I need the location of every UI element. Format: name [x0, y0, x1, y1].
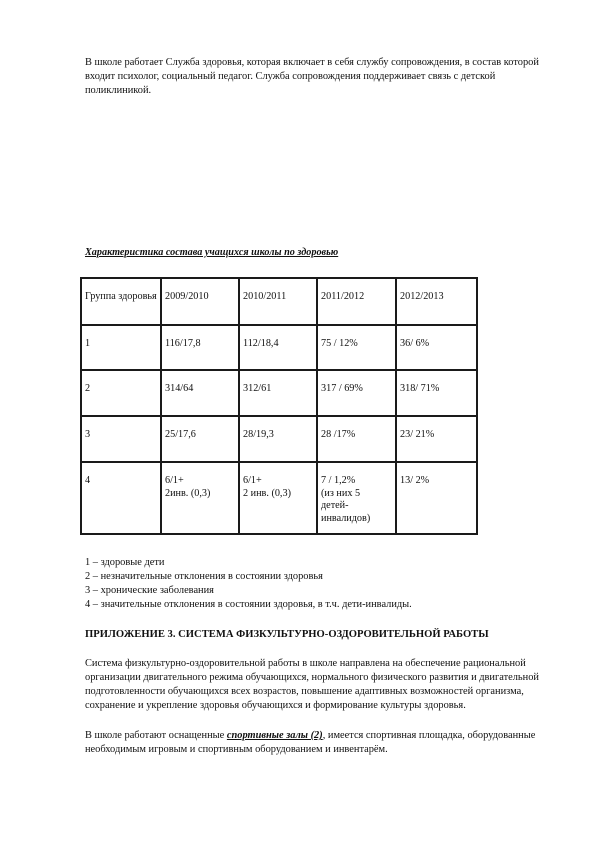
table-caption: Характеристика состава учащихся школы по здоровью: [85, 247, 339, 258]
table-cell: 3: [81, 416, 161, 462]
table-cell: 317 / 69%: [317, 370, 396, 416]
table-cell: 4: [81, 462, 161, 534]
emphasis-text: спортивные залы (2): [226, 730, 323, 741]
legend-item: 1 – здоровые дети: [85, 557, 165, 568]
body-paragraph: Система физкультурно-оздоровительной работы в школе направлена на обеспечение рациональной организации двигательного режима обучающихся, нормального физического развития и двигательной подготовленности обучающихся всех возрастов, повышение адаптивных возможностей организма, сохранение и укрепление здоровья обучающихся и формирование культуры здоровья.: [85, 658, 539, 711]
table-cell: 112/18,4: [239, 325, 317, 370]
table-row: [81, 370, 477, 416]
table-cell: 312/61: [239, 370, 317, 416]
body-paragraph-facilities: [85, 729, 545, 757]
legend-item: 2 – незначительные отклонения в состоянии здоровья: [85, 571, 323, 582]
intro-paragraph: В школе работает Служба здоровья, которая включает в себя службу сопровождения, в состав которой входит психолог, социальный педагог. Служба сопровождения поддерживает связь с детской поликлиникой.: [85, 57, 539, 96]
section-heading: ПРИЛОЖЕНИЕ 3. СИСТЕМА ФИЗКУЛЬТУРНО-ОЗДОРОВИТЕЛЬНОЙ РАБОТЫ: [85, 629, 489, 640]
table-cell: 1: [81, 325, 161, 370]
table-cell: 6/1+ 2 инв. (0,3): [239, 462, 317, 534]
table-cell: 28 /17%: [317, 416, 396, 462]
header-cell: 2011/2012: [317, 278, 396, 325]
table-cell: 23/ 21%: [396, 416, 477, 462]
header-cell: 2012/2013: [396, 278, 477, 325]
legend-list: [85, 556, 412, 612]
table-cell: 318/ 71%: [396, 370, 477, 416]
table-cell: 75 / 12%: [317, 325, 396, 370]
table-cell: 36/ 6%: [396, 325, 477, 370]
legend-item: 4 – значительные отклонения в состоянии здоровья, в т.ч. дети-инвалиды.: [85, 599, 412, 610]
table-row: [81, 462, 477, 534]
table-cell: 13/ 2%: [396, 462, 477, 534]
body-text: В школе работают оснащенные: [85, 730, 227, 741]
body-text: , имеется спортивная площадка, оборудованные необходимым игровым и спортивным оборудованием и инвентарём.: [85, 730, 536, 755]
table-cell: 6/1+ 2инв. (0,3): [161, 462, 239, 534]
header-cell: Группа здоровья: [81, 278, 161, 325]
legend-item: 3 – хронические заболевания: [85, 585, 214, 596]
table-cell: 2: [81, 370, 161, 416]
table-cell: 116/17,8: [161, 325, 239, 370]
table-cell: 25/17,6: [161, 416, 239, 462]
health-group-table: [80, 277, 478, 535]
header-cell: 2009/2010: [161, 278, 239, 325]
table-cell: 314/64: [161, 370, 239, 416]
table-cell: 28/19,3: [239, 416, 317, 462]
table-cell: 7 / 1,2% (из них 5 детей- инвалидов): [317, 462, 396, 534]
table-row: [81, 325, 477, 370]
header-cell: 2010/2011: [239, 278, 317, 325]
table-row: [81, 416, 477, 462]
table-header-row: [81, 278, 477, 325]
